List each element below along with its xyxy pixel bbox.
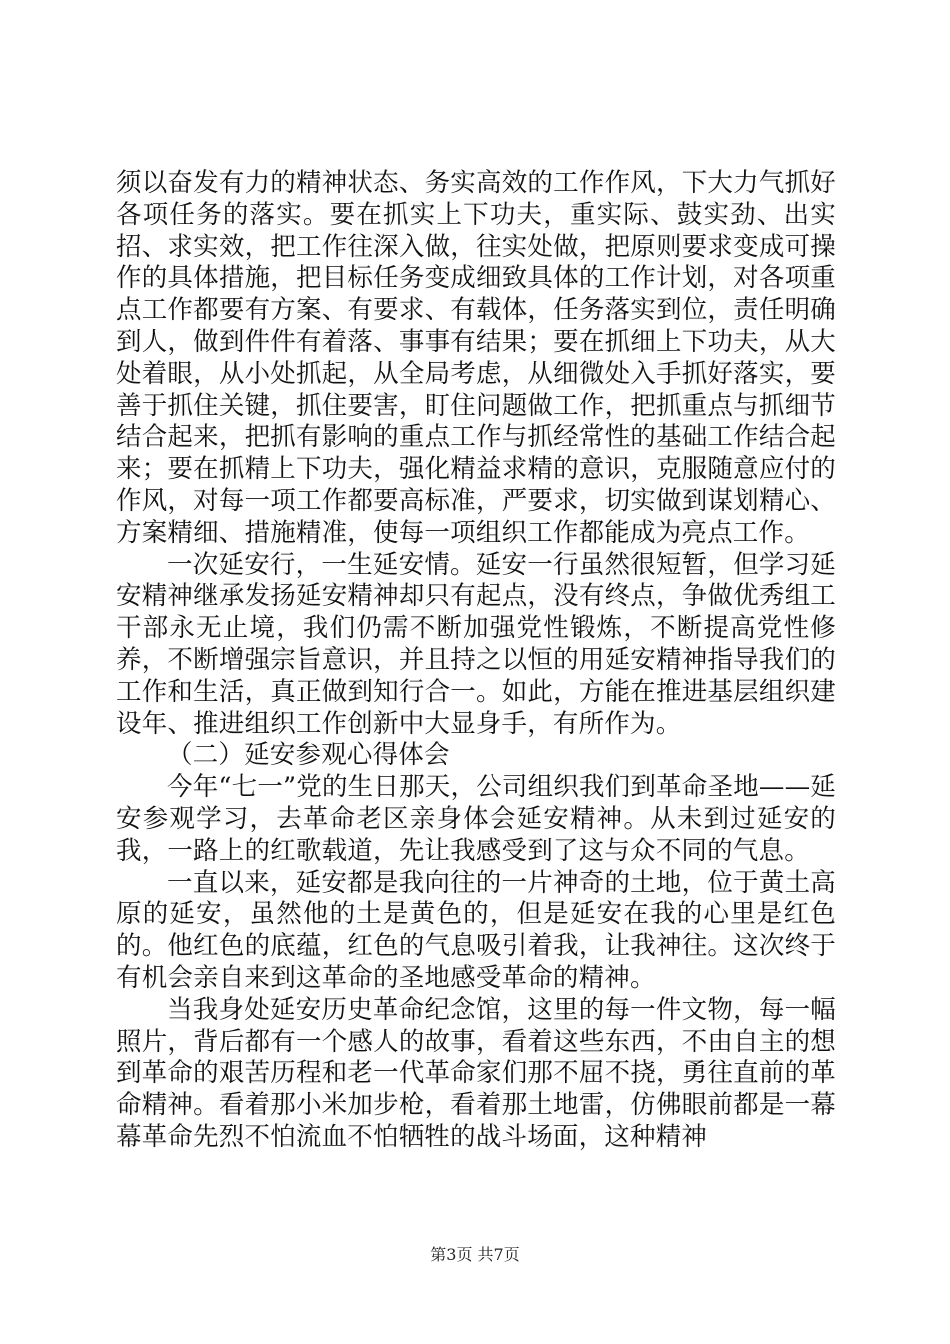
paragraph-yearning: 一直以来，延安都是我向往的一片神奇的土地，位于黄土高原的延安，虽然他的土是黄色的，但是延安在我的心里是红色的。他红色的底蕴，红色的气息吸引着我，让我神往。这次终于有机会亲自来到这革命的圣地感受革命的精神。 bbox=[116, 867, 836, 993]
paragraph-museum: 当我身处延安历史革命纪念馆，这里的每一件文物，每一幅照片，背后都有一个感人的故事，看着这些东西，不由自主的想到革命的艰苦历程和老一代革命家们那不屈不挠，勇往直前的革命精神。看着那小米加步枪，看着那土地雷，仿佛眼前都是一幕幕革命先烈不怕流血不怕牺牲的战斗场面，这种精神 bbox=[116, 994, 836, 1152]
page-number-footer: 第3页 共7页 bbox=[430, 1245, 520, 1264]
document-body bbox=[116, 168, 836, 1154]
section-heading: （二）延安参观心得体会 bbox=[167, 740, 450, 771]
paragraph-yanan-trip: 一次延安行，一生延安情。延安一行虽然很短暂，但学习延安精神继承发扬延安精神却只有起点，没有终点，争做优秀组工干部永无止境，我们仍需不断加强党性锻炼，不断提高党性修养，不断增强宗旨意识，并且持之以恒的用延安精神指导我们的工作和生活，真正做到知行合一。如此，方能在推进基层组织建设年、推进组织工作创新中大显身手，有所作为。 bbox=[116, 549, 836, 739]
paragraph-continuation: 须以奋发有力的精神状态、务实高效的工作作风，下大力气抓好各项任务的落实。要在抓实上下功夫，重实际、鼓实劲、出实招、求实效，把工作往深入做，往实处做，把原则要求变成可操作的具体措施，把目标任务变成细致具体的工作计划，对各项重点工作都要有方案、有要求、有载体，任务落实到位，责任明确到人，做到件件有着落、事事有结果；要在抓细上下功夫，从大处着眼，从小处抓起，从全局考虑，从细微处入手抓好落实，要善于抓住关键，抓住要害，盯住问题做工作，把抓重点与抓细节结合起来，把抓有影响的重点工作与抓经常性的基础工作结合起来；要在抓精上下功夫，强化精益求精的意识，克服随意应付的作风，对每一项工作都要高标准，严要求，切实做到谋划精心、方案精细、措施精准，使每一项组织工作都能成为亮点工作。 bbox=[116, 168, 836, 548]
paragraph-july-first: 今年“七一”党的生日那天，公司组织我们到革命圣地——延安参观学习，去革命老区亲身体会延安精神。从未到过延安的我，一路上的红歌载道，先让我感受到了这与众不同的气息。 bbox=[116, 772, 836, 866]
